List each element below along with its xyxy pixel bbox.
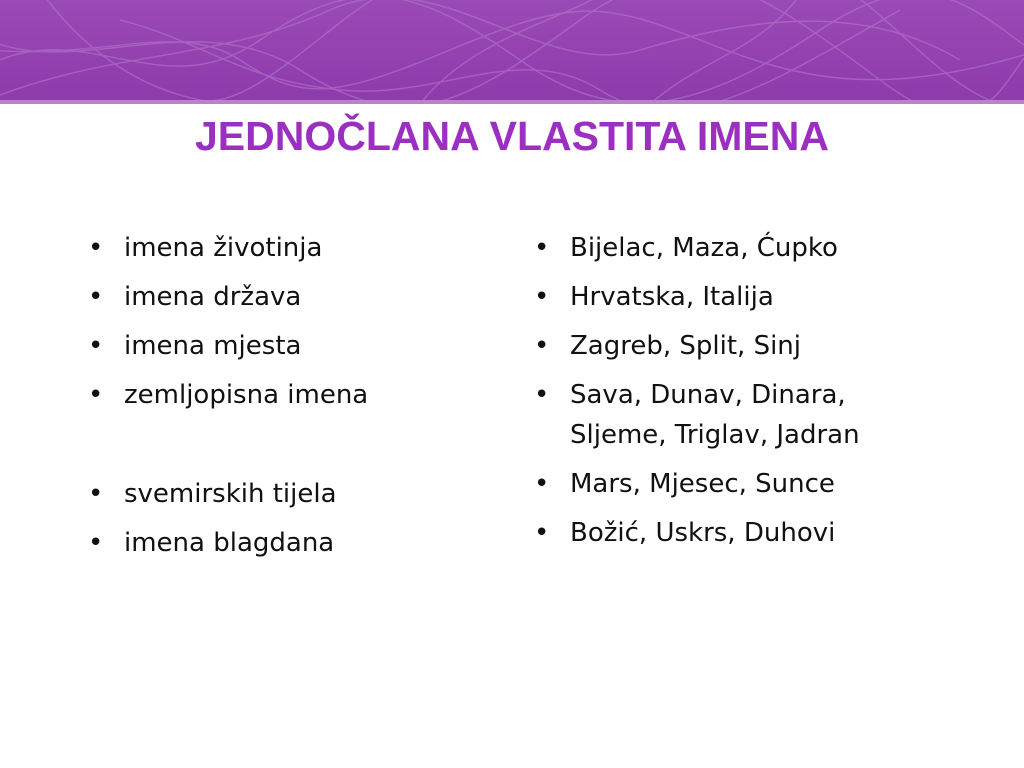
bullet-icon: • [88, 528, 104, 558]
list-item [88, 326, 488, 366]
list-item-text: zemljopisna imena [124, 380, 369, 410]
list-item [534, 228, 974, 268]
banner-bottom-edge [0, 100, 1024, 104]
right-column-list [534, 228, 974, 562]
list-item [88, 277, 488, 317]
bullet-icon: • [534, 331, 550, 361]
bullet-icon: • [534, 233, 550, 263]
header-banner [0, 0, 1024, 104]
list-item-text-line-2: Sljeme, Triglav, Jadran [570, 420, 860, 450]
list-item-text-line-1: Sava, Dunav, Dinara, [570, 380, 846, 410]
list-item [534, 464, 974, 504]
bullet-icon: • [534, 469, 550, 499]
list-item [534, 277, 974, 317]
list-item-text: imena mjesta [124, 331, 302, 361]
bullet-icon: • [88, 380, 104, 410]
left-column-list [88, 228, 488, 572]
list-item [88, 228, 488, 268]
list-item-text: Hrvatska, Italija [570, 282, 774, 312]
list-item-text: imena životinja [124, 233, 323, 263]
bullet-icon: • [534, 380, 550, 410]
list-item [534, 326, 974, 366]
list-item [88, 474, 488, 514]
bullet-icon: • [88, 331, 104, 361]
bullet-icon: • [534, 282, 550, 312]
bullet-icon: • [534, 518, 550, 548]
list-item-text: Božić, Uskrs, Duhovi [570, 518, 836, 548]
list-item-text: Mars, Mjesec, Sunce [570, 469, 835, 499]
list-item-text: Zagreb, Split, Sinj [570, 331, 802, 361]
list-item [88, 523, 488, 563]
bullet-icon: • [88, 233, 104, 263]
list-item [534, 375, 974, 455]
banner-swirl-pattern [0, 0, 1024, 104]
list-item-text: svemirskih tijela [124, 479, 337, 509]
list-spacer [88, 424, 488, 474]
bullet-icon: • [88, 282, 104, 312]
list-item [534, 513, 974, 553]
bullet-icon: • [88, 479, 104, 509]
list-item [88, 375, 488, 415]
list-item-text: Bijelac, Maza, Ćupko [570, 233, 838, 263]
slide-title: JEDNOČLANA VLASTITA IMENA [195, 113, 829, 159]
list-item-text: imena država [124, 282, 302, 312]
list-item-text: imena blagdana [124, 528, 335, 558]
